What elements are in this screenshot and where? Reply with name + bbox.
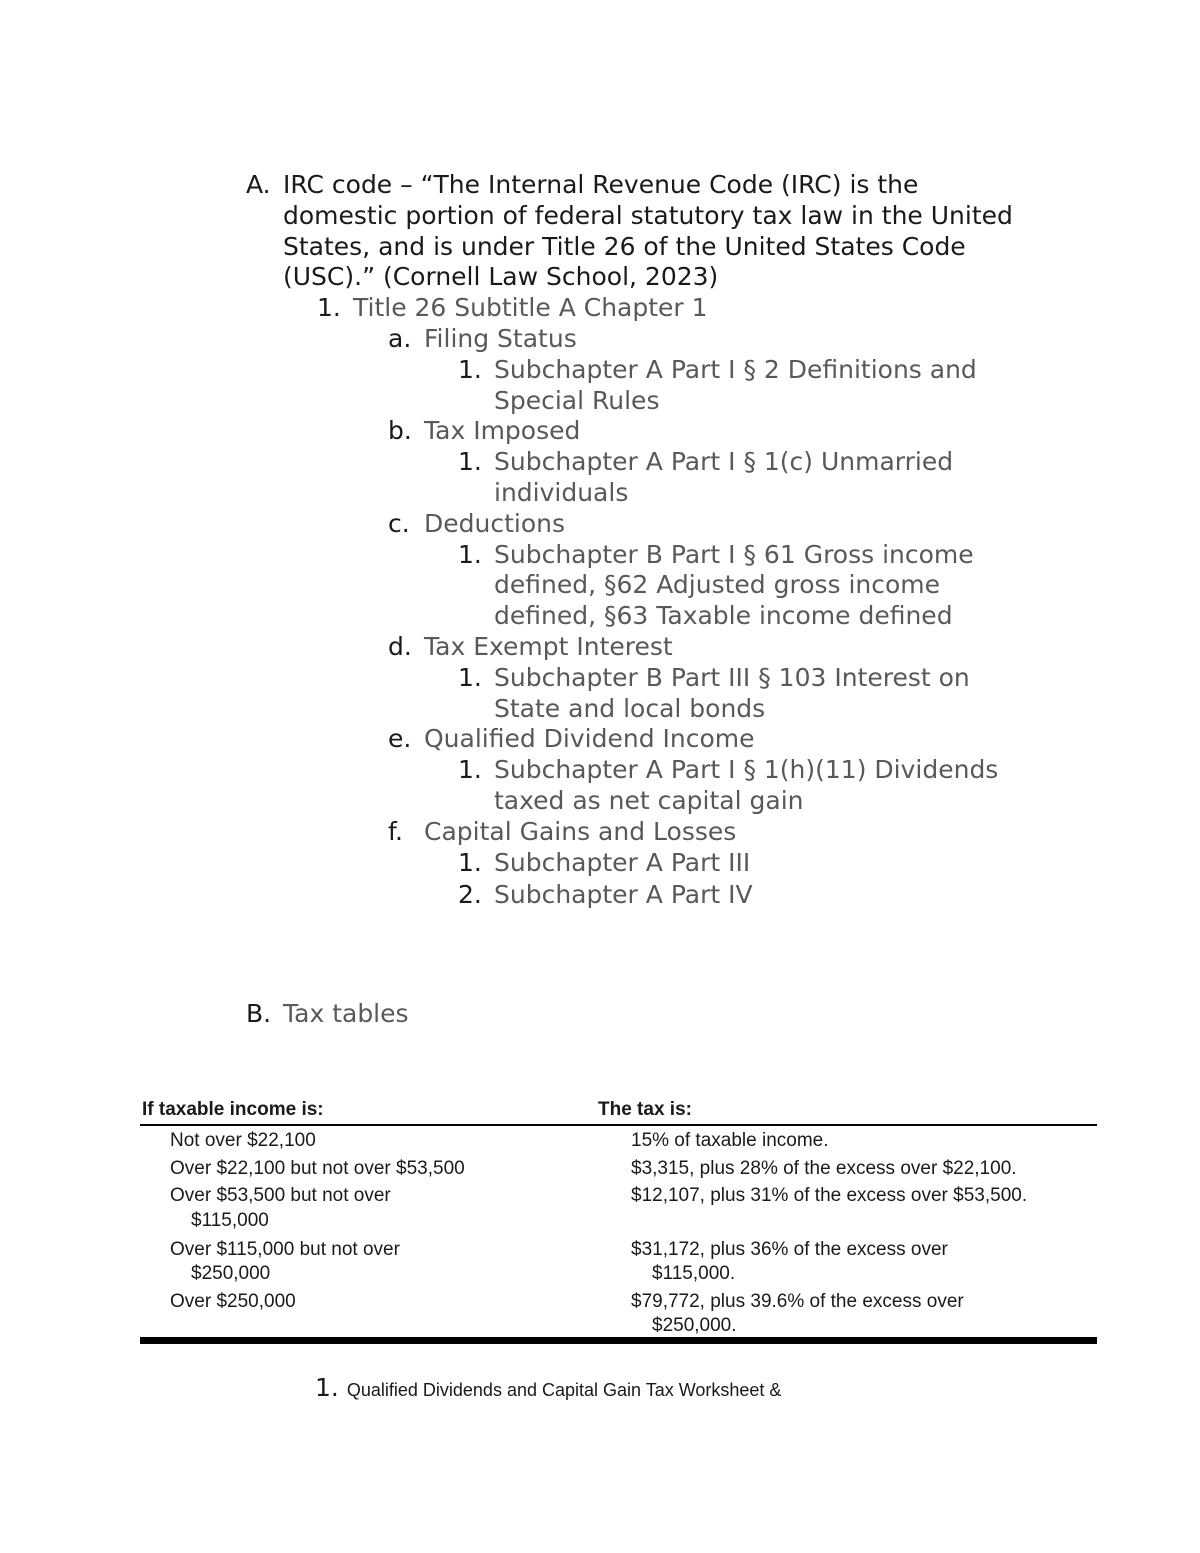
reference-line: Special Rules [494, 386, 660, 415]
table-bottom-rule [140, 1337, 1097, 1344]
tax-cell: $79,772, plus 39.6% of the excess over [631, 1291, 964, 1312]
subitem-title: Qualified Dividend Income [424, 724, 755, 753]
worksheet-item-marker: 1. [315, 1373, 339, 1402]
reference-line: Subchapter A Part IV [494, 880, 753, 909]
reference-line: defined, §63 Taxable income defined [494, 601, 953, 630]
subitem-marker: b. [388, 416, 412, 445]
tax-cell: $31,172, plus 36% of the excess over [631, 1239, 948, 1260]
reference-line: Subchapter A Part I § 1(c) Unmarried [494, 447, 954, 476]
tax-cell: 15% of taxable income. [631, 1130, 829, 1151]
subitem-title: Deductions [424, 509, 566, 538]
tax-cell: $12,107, plus 31% of the excess over $53,500. [631, 1185, 1028, 1206]
table-top-rule [140, 1124, 1097, 1126]
tax-cell: $250,000. [652, 1315, 737, 1336]
reference-line: taxed as net capital gain [494, 786, 804, 815]
worksheet-item [315, 1373, 781, 1402]
reference-line: individuals [494, 478, 629, 507]
income-cell: $250,000 [191, 1263, 271, 1284]
reference-marker: 1. [458, 540, 482, 569]
reference-line: Subchapter A Part I § 1(h)(11) Dividends [494, 755, 999, 784]
item-1-title: Title 26 Subtitle A Chapter 1 [353, 293, 708, 322]
reference-line: State and local bonds [494, 694, 766, 723]
section-a-line: domestic portion of federal statutory tax law in the United [283, 201, 1013, 230]
income-cell: Over $53,500 but not over [170, 1185, 391, 1206]
income-cell: Over $115,000 but not over [170, 1239, 400, 1260]
subitem-marker: c. [388, 509, 410, 538]
tax-cell: $115,000. [652, 1263, 736, 1284]
reference-marker: 1. [458, 848, 482, 877]
subitem-marker: d. [388, 632, 412, 661]
subitem-title: Tax Exempt Interest [424, 632, 673, 661]
section-a-marker: A. [246, 170, 271, 199]
reference-marker: 1. [458, 355, 482, 384]
subitem-title: Tax Imposed [424, 416, 581, 445]
income-cell: Not over $22,100 [170, 1130, 316, 1151]
section-b-title: Tax tables [283, 999, 409, 1028]
table-header-income: If taxable income is: [142, 1099, 324, 1120]
section-a-line: States, and is under Title 26 of the United States Code [283, 232, 966, 261]
reference-marker: 1. [458, 447, 482, 476]
reference-line: defined, §62 Adjusted gross income [494, 570, 941, 599]
section-a-line: (USC).” (Cornell Law School, 2023) [283, 262, 719, 291]
income-cell: Over $250,000 [170, 1291, 296, 1312]
reference-marker: 1. [458, 755, 482, 784]
income-cell: $115,000 [191, 1210, 269, 1231]
tax-cell: $3,315, plus 28% of the excess over $22,100. [631, 1158, 1017, 1179]
subitem-title: Filing Status [424, 324, 577, 353]
reference-line: Subchapter B Part I § 61 Gross income [494, 540, 974, 569]
item-1-marker: 1. [317, 293, 341, 322]
reference-marker: 1. [458, 663, 482, 692]
income-cell: Over $22,100 but not over $53,500 [170, 1158, 465, 1179]
subitem-title: Capital Gains and Losses [424, 817, 737, 846]
worksheet-item-text: Qualified Dividends and Capital Gain Tax Worksheet & [346, 1380, 782, 1400]
reference-line: Subchapter B Part III § 103 Interest on [494, 663, 970, 692]
section-b-marker: B. [246, 999, 272, 1028]
table-header-tax: The tax is: [598, 1099, 692, 1120]
subitem-marker: a. [388, 324, 412, 353]
subitem-marker: f. [388, 817, 403, 846]
subitem-marker: e. [388, 724, 412, 753]
reference-line: Subchapter A Part III [494, 848, 751, 877]
section-a-line: IRC code – “The Internal Revenue Code (IRC) is the [283, 170, 919, 199]
reference-line: Subchapter A Part I § 2 Definitions and [494, 355, 977, 384]
reference-marker: 2. [458, 880, 482, 909]
